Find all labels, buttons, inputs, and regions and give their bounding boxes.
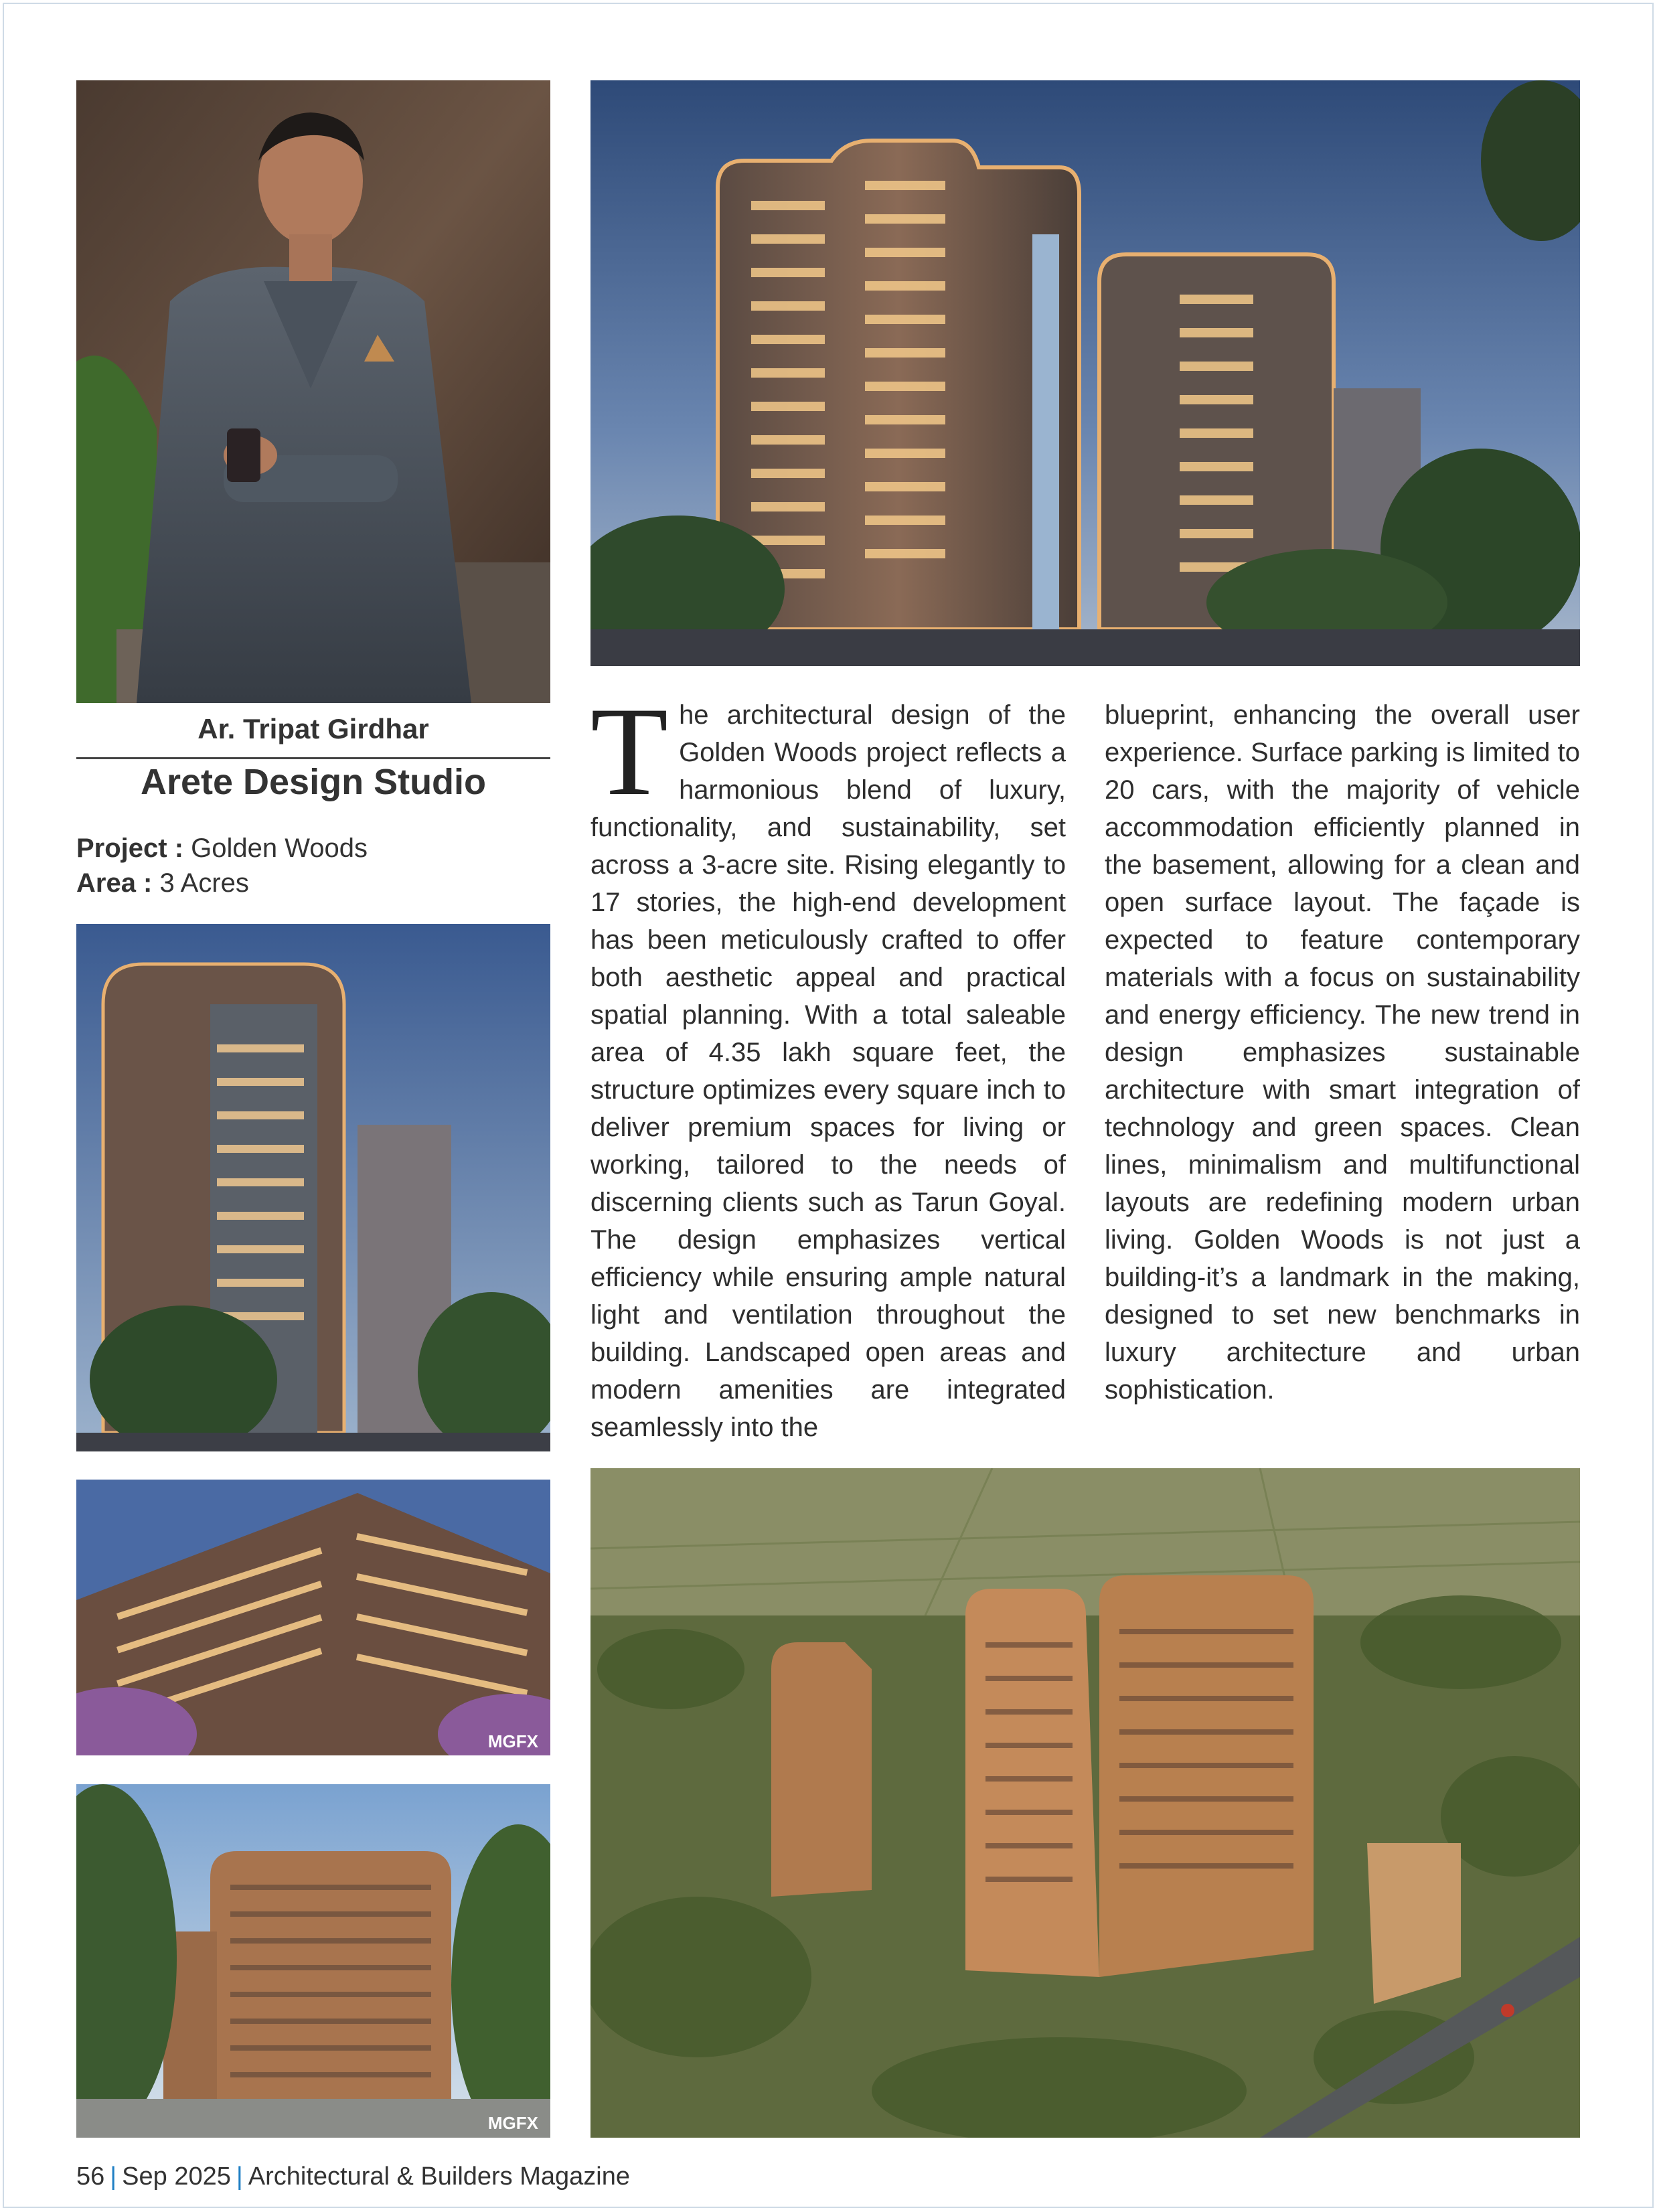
- article-column-1: [590, 682, 1066, 1453]
- article-column-2: [1105, 696, 1580, 1433]
- hero-building-rendering: [590, 80, 1580, 666]
- side-tower-rendering: [76, 924, 550, 1451]
- article-text-2: blueprint, enhancing the overall user experience. Surface parking is limited to 20 cars, with the majority of vehicle accommodation efficiently planned in the basement, allowing for a clean and open surface layout. The façade is expected to feature contemporary materials with a focus on sustainability and energy efficiency. The new trend in design emphasizes sustainable architecture with smart integration of technology and green spaces. Clean lines, minimalism and multifunctional layouts are redefining modern urban living. Golden Woods is not just a building-it’s a landmark in the making, designed to set new benchmarks in luxury architecture and urban sophistication.: [1105, 700, 1580, 1405]
- issue-date: Sep 2025: [122, 2162, 231, 2191]
- page-number: 56: [76, 2162, 105, 2191]
- project-value: Golden Woods: [191, 834, 368, 863]
- architect-name: Ar. Tripat Girdhar: [198, 713, 429, 744]
- footer-separator-1: |: [110, 2162, 117, 2191]
- area-line: [76, 868, 249, 898]
- area-value: 3 Acres: [159, 868, 249, 898]
- footer-separator-2: |: [236, 2162, 243, 2191]
- architect-portrait-photo: [76, 80, 550, 703]
- magazine-name: Architectural & Builders Magazine: [248, 2162, 631, 2191]
- facade-closeup-rendering: [76, 1480, 550, 1755]
- render-watermark-2: MGFX: [487, 2113, 538, 2133]
- project-label: Project :: [76, 834, 184, 863]
- article-text-1: he architectural design of the Golden Woods project reflects a harmonious blend of luxury, functionality, and sustainability, set across a 3-acre site. Rising elegantly to 17 stories, the high-end development has been meticulously crafted to offer both aesthetic appeal and practical spatial planning. With a total saleable area of 4.35 lakh square feet, the structure optimizes every square inch to deliver premium spaces for living or working, tailored to the needs of discerning clients such as Tarun Goyal. The design emphasizes vertical efficiency while ensuring ample natural light and ventilation throughout the building. Landscaped open areas and modern amenities are integrated seamlessly into the: [590, 700, 1066, 1442]
- project-line: [76, 834, 368, 864]
- studio-name: Arete Design Studio: [140, 762, 487, 802]
- render-watermark-1: MGFX: [487, 1731, 538, 1751]
- page-footer: [76, 2162, 630, 2191]
- caption-divider: [76, 757, 550, 759]
- area-label: Area :: [76, 868, 153, 898]
- street-view-rendering: [76, 1784, 550, 2138]
- drop-cap: T: [590, 682, 669, 822]
- aerial-view-rendering: [590, 1468, 1580, 2138]
